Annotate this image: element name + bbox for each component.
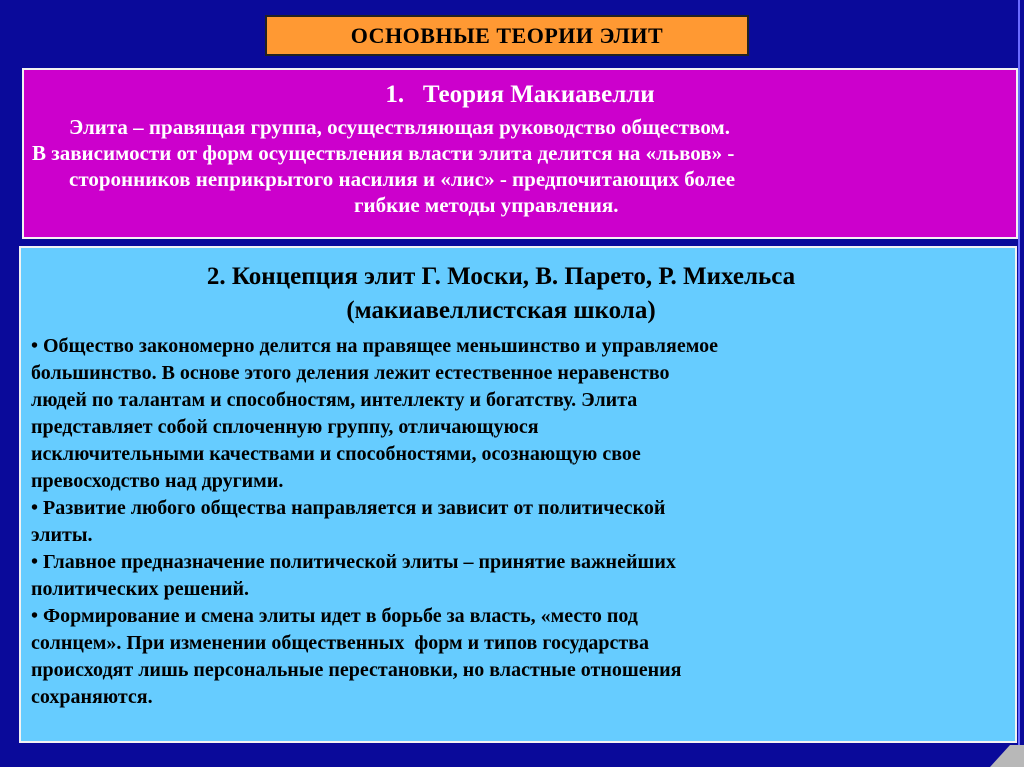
concept-body-line: превосходство над другими. [31, 470, 284, 492]
concept-body-line: • Развитие любого общества направляется и зависит от политической [31, 497, 666, 519]
elite-concept-box [19, 246, 1017, 743]
concept-heading-line-2: (макиавеллистская школа) [346, 297, 656, 324]
concept-body [31, 333, 1016, 711]
concept-body-line: большинство. В основе этого деления лежит естественное неравенство [31, 362, 670, 384]
concept-body-line: людей по талантам и способностям, интеллекту и богатству. Элита [31, 389, 638, 411]
slide-title-box [265, 15, 749, 56]
concept-body-line: представляет собой сплоченную группу, отличающуюся [31, 416, 539, 438]
slide-title: ОСНОВНЫЕ ТЕОРИИ ЭЛИТ [350, 22, 664, 48]
corner-shape [990, 745, 1024, 767]
machiavelli-line-1: Элита – правящая группа, осуществляющая руководство обществом. [69, 115, 730, 139]
concept-body-line: • Формирование и смена элиты идет в борьбе за власть, «место под [31, 605, 638, 627]
machiavelli-theory-box [22, 68, 1018, 239]
concept-body-line: • Общество закономерно делится на правящее меньшинство и управляемое [31, 335, 718, 357]
machiavelli-heading: 1. Теория Макиавелли [385, 81, 655, 108]
right-rule-line [1018, 0, 1020, 767]
concept-heading [21, 260, 981, 328]
concept-body-line: политических решений. [31, 578, 250, 600]
concept-body-line: сохраняются. [31, 686, 153, 708]
concept-body-line: элиты. [31, 524, 93, 546]
concept-body-line: исключительными качествами и способностями, осознающую свое [31, 443, 641, 465]
concept-body-line: солнцем». При изменении общественных форм и типов государства [31, 632, 650, 654]
concept-heading-line-1: 2. Концепция элит Г. Моски, В. Парето, Р. Михельса [206, 263, 796, 290]
machiavelli-line-4: гибкие методы управления. [354, 193, 619, 217]
machiavelli-line-3: сторонников неприкрытого насилия и «лис» - предпочитающих более [69, 167, 736, 191]
concept-body-line: • Главное предназначение политической элиты – принятие важнейших [31, 551, 676, 573]
corner-decoration [990, 745, 1024, 767]
concept-body-line: происходят лишь персональные перестановки, но властные отношения [31, 659, 682, 681]
machiavelli-line-2: В зависимости от форм осуществления власти элита делится на «львов» - [32, 141, 735, 165]
